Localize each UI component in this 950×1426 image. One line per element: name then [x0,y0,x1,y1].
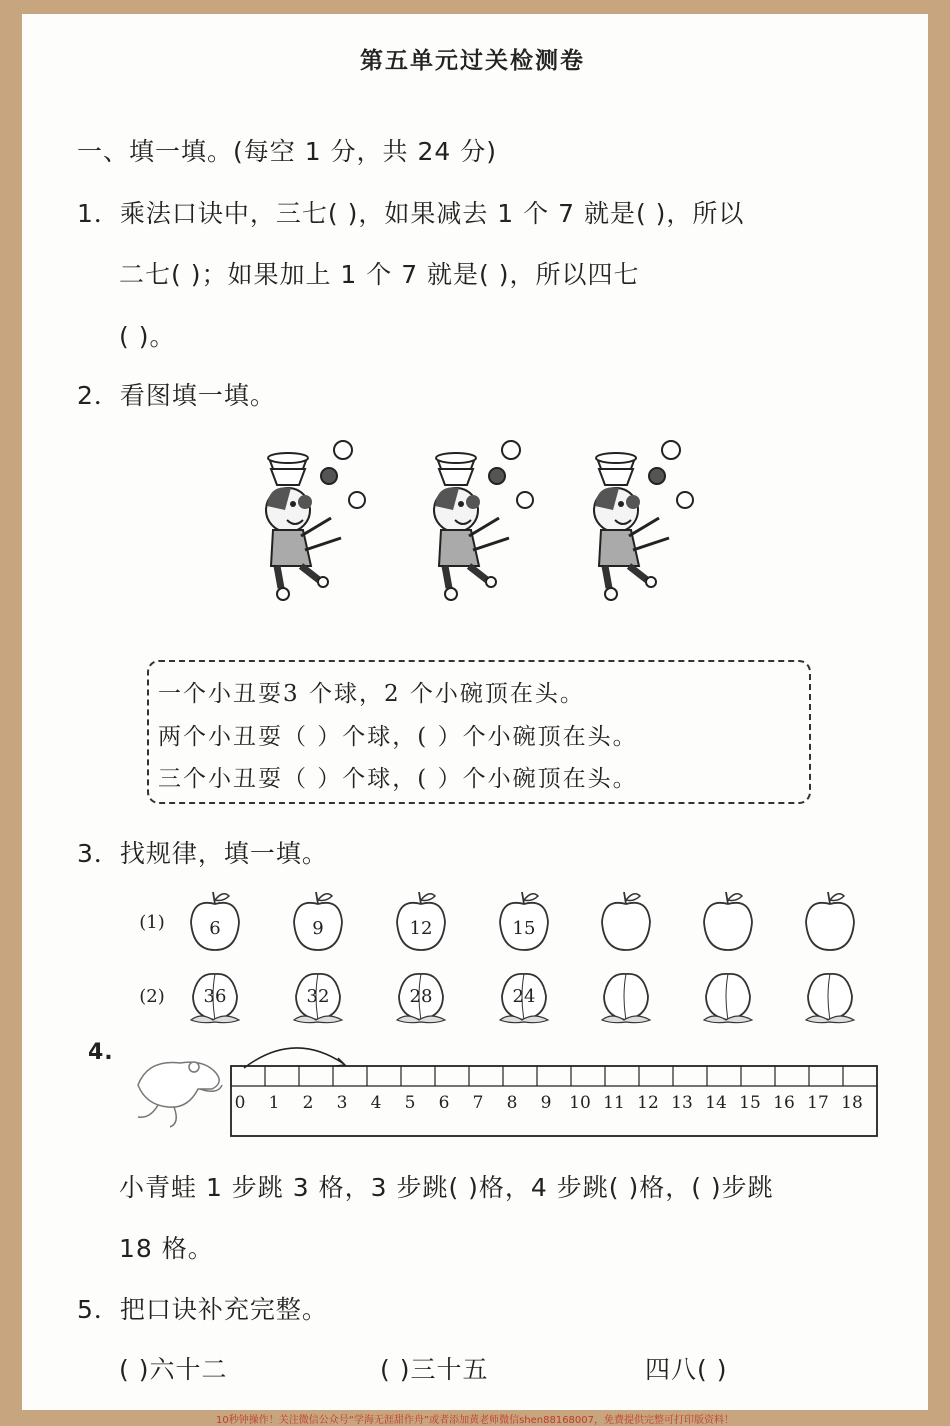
apple-icon [602,892,650,950]
ruler-label: 8 [506,1093,518,1113]
ruler-label: 14 [705,1093,727,1113]
footer-notice: 10秒钟操作！关注微信公众号“学海无涯甜作舟”或者添加黄老师微信shen88168007，免费提供完整可打印版资料！ [215,1415,735,1426]
ruler-label: 3 [336,1093,348,1113]
apple-icon [806,892,854,950]
question-4-line-2: 18 格。 [119,1234,214,1263]
ruler-label: 15 [739,1093,761,1113]
clowns-illustration [255,438,715,608]
ruler-label: 12 [637,1093,659,1113]
ruler-label: 18 [841,1093,863,1113]
page-title: 第五单元过关检测卷 [360,48,585,74]
ruler-label: 1 [268,1093,280,1113]
question-5-title: 5．把口诀补充完整。 [77,1295,328,1324]
question-5-item-1: ( )六十二 [119,1355,228,1384]
clown-icon [434,441,533,600]
clown-icon [266,441,365,600]
frog-icon [128,1045,228,1130]
apple-value: 12 [409,918,433,939]
question-1-line-3: ( )。 [119,322,176,351]
ruler-label: 5 [404,1093,416,1113]
question-1-line-1: 1．乘法口诀中，三七( )，如果减去 1 个 7 就是( )，所以 [77,199,745,228]
peach-icon [806,974,854,1023]
peach-value: 36 [203,986,227,1007]
question-1-line-2: 二七( )；如果加上 1 个 7 就是( )，所以四七 [119,260,640,289]
peach-icon [704,974,752,1023]
apple-icon [704,892,752,950]
ruler-label: 4 [370,1093,382,1113]
clown-icon [594,441,693,600]
apple-value: 6 [209,918,221,939]
peach-value: 24 [512,986,536,1007]
row-1-label: (1) [139,912,165,933]
peach-icon [602,974,650,1023]
question-4-number: 4. [88,1040,114,1065]
question-5-item-2: ( )三十五 [380,1355,489,1384]
section-heading: 一、填一填。(每空 1 分，共 24 分) [77,137,498,166]
box-line-3: 三个小丑耍（ ）个球，( ）个小碗顶在头。 [158,766,638,792]
ruler-label: 16 [773,1093,795,1113]
peach-value: 28 [409,986,433,1007]
ruler-label: 10 [569,1093,591,1113]
ruler-label: 9 [540,1093,552,1113]
ruler-label: 11 [603,1093,625,1113]
row-2-label: (2) [139,986,165,1007]
box-line-1: 一个小丑耍3 个球，2 个小碗顶在头。 [158,681,585,707]
ruler-label: 17 [807,1093,829,1113]
ruler-label: 7 [472,1093,484,1113]
box-line-2: 两个小丑耍（ ）个球，( ）个小碗顶在头。 [158,724,638,750]
peach-value: 32 [306,986,330,1007]
ruler-label: 2 [302,1093,314,1113]
question-2-title: 2．看图填一填。 [77,381,276,410]
number-ruler [228,1040,880,1140]
question-5-item-3: 四八( ) [645,1355,728,1384]
apple-value: 15 [512,918,536,939]
ruler-label: 0 [234,1093,246,1113]
ruler-label: 6 [438,1093,450,1113]
question-3-title: 3．找规律，填一填。 [77,839,328,868]
question-4-line-1: 小青蛙 1 步跳 3 格，3 步跳( )格，4 步跳( )格，( )步跳 [119,1173,774,1202]
jump-arc [244,1048,344,1068]
apple-value: 9 [312,918,324,939]
ruler-label: 13 [671,1093,693,1113]
